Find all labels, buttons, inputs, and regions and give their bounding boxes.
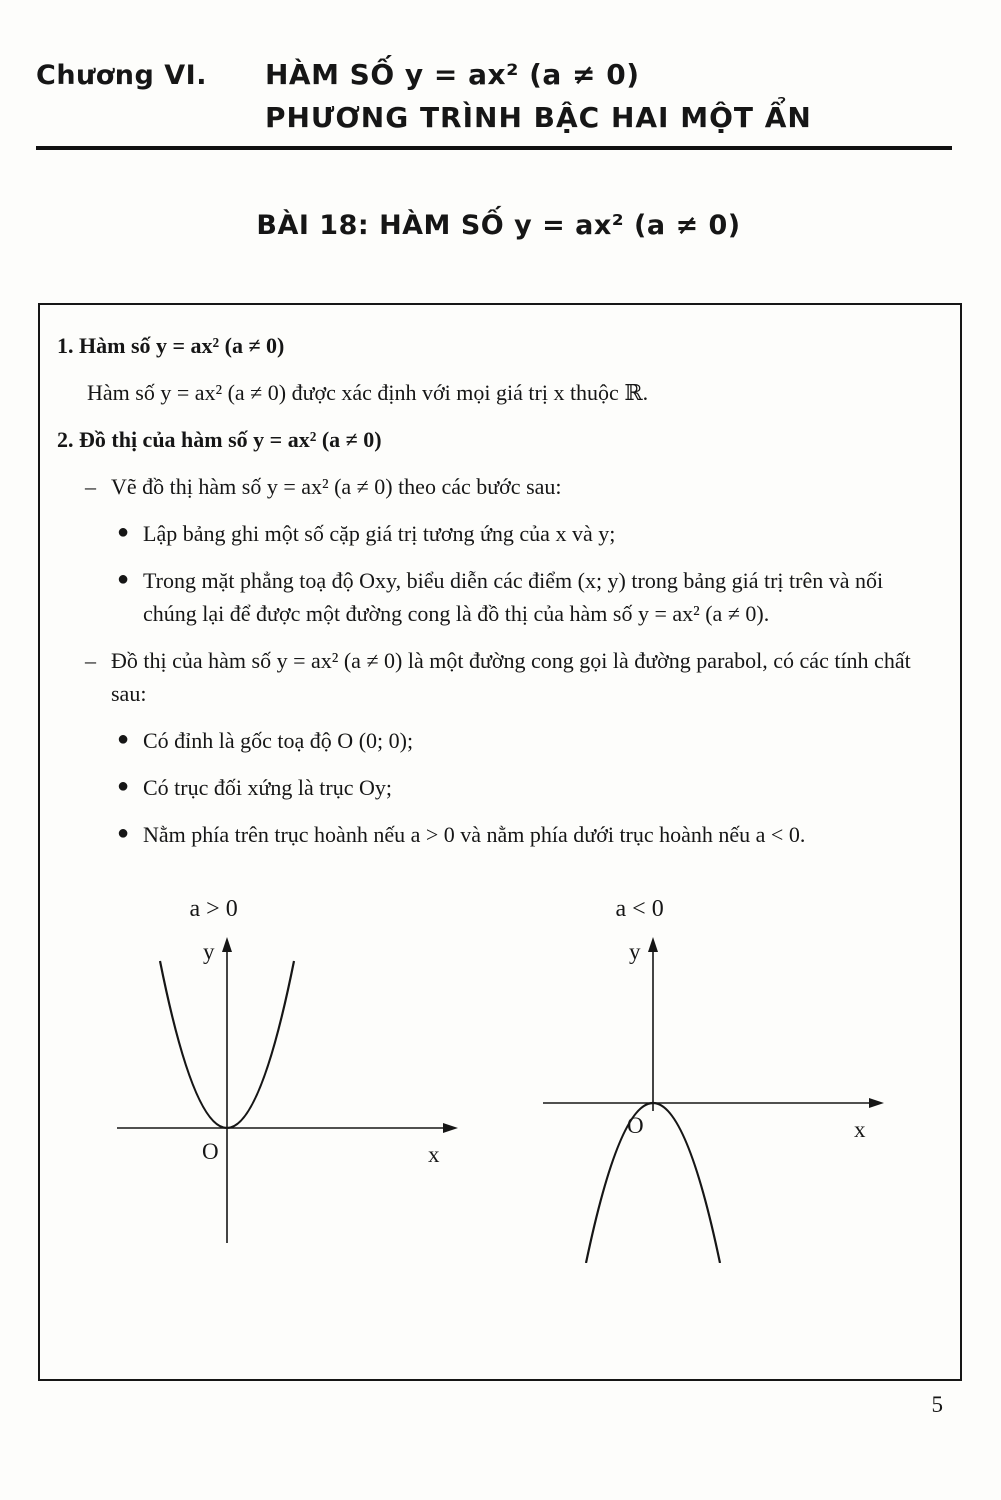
- origin-label: O: [201, 1139, 219, 1164]
- x-axis-arrowhead: [869, 1098, 884, 1108]
- y-axis-label: y: [202, 939, 214, 964]
- x-axis-arrowhead: [443, 1123, 458, 1133]
- list-item-text: Trong mặt phẳng toạ độ Oxy, biểu diễn các điểm (x; y) trong bảng giá trị trên và nối chúng lại để được một đường cong là đồ thị của hàm số y = ax² (a ≠ 0).: [143, 568, 884, 626]
- origin-label: O: [626, 1113, 644, 1138]
- list-item: [117, 517, 932, 550]
- list-item: [117, 818, 932, 851]
- graph-negative-a: [528, 891, 888, 1272]
- chapter-titles: [265, 58, 812, 134]
- page-number: 5: [931, 1392, 943, 1417]
- chapter-label: Chương VI.: [36, 60, 207, 91]
- parabola-plot-negative: [528, 933, 888, 1263]
- list-item: [117, 564, 932, 630]
- section-2-heading: 2. Đồ thị của hàm số y = ax² (a ≠ 0): [57, 427, 382, 452]
- bullet-marker: ●: [117, 822, 130, 844]
- y-axis-label: y: [628, 939, 640, 964]
- parabola-curve-downward: [586, 1103, 720, 1263]
- x-axis-label: x: [853, 1117, 865, 1142]
- list-item-text: Có đỉnh là gốc toạ độ O (0; 0);: [143, 728, 414, 753]
- dash-marker: –: [85, 648, 96, 673]
- list-item: [117, 771, 932, 804]
- list-item-text: Lập bảng ghi một số cặp giá trị tương ứng của x và y;: [143, 521, 616, 546]
- x-axis-label: x: [427, 1142, 439, 1167]
- bullet-marker: ●: [117, 568, 130, 590]
- graph-negative-caption: a < 0: [615, 896, 664, 922]
- graph-positive-a: [102, 891, 462, 1272]
- list-item: [85, 470, 932, 503]
- chapter-title-line1: HÀM SỐ y = ax² (a ≠ 0): [264, 58, 640, 91]
- lesson-title: BÀI 18: HÀM SỐ y = ax² (a ≠ 0): [256, 210, 741, 241]
- list-item-text: Nằm phía trên trục hoành nếu a > 0 và nằm phía dưới trục hoành nếu a < 0.: [143, 822, 806, 847]
- y-axis-arrowhead: [648, 937, 658, 952]
- chapter-header: [36, 58, 961, 134]
- parabola-plot-positive: [102, 933, 462, 1263]
- list-item: [117, 724, 932, 757]
- y-axis-arrowhead: [222, 937, 232, 952]
- list-item-text: Có trục đối xứng là trục Oy;: [143, 775, 392, 800]
- bullet-marker: ●: [117, 521, 130, 543]
- chapter-divider: [36, 146, 952, 150]
- list-item-text: Đồ thị của hàm số y = ax² (a ≠ 0) là một đường cong gọi là đường parabol, có các tính chất sau:: [111, 648, 911, 706]
- bullet-marker: ●: [117, 775, 130, 797]
- list-item: [85, 644, 932, 710]
- chapter-title-line2: PHƯƠNG TRÌNH BẬC HAI MỘT ẨN: [264, 101, 812, 134]
- section-1-body: Hàm số y = ax² (a ≠ 0) được xác định với mọi giá trị x thuộc ℝ.: [87, 380, 649, 405]
- bullet-marker: ●: [117, 728, 130, 750]
- list-item-text: Vẽ đồ thị hàm số y = ax² (a ≠ 0) theo các bước sau:: [111, 474, 562, 499]
- parabola-figures: [57, 891, 932, 1272]
- section-1-heading: 1. Hàm số y = ax² (a ≠ 0): [57, 333, 285, 358]
- theory-box: [38, 303, 962, 1381]
- dash-marker: –: [85, 474, 96, 499]
- graph-positive-caption: a > 0: [189, 896, 238, 922]
